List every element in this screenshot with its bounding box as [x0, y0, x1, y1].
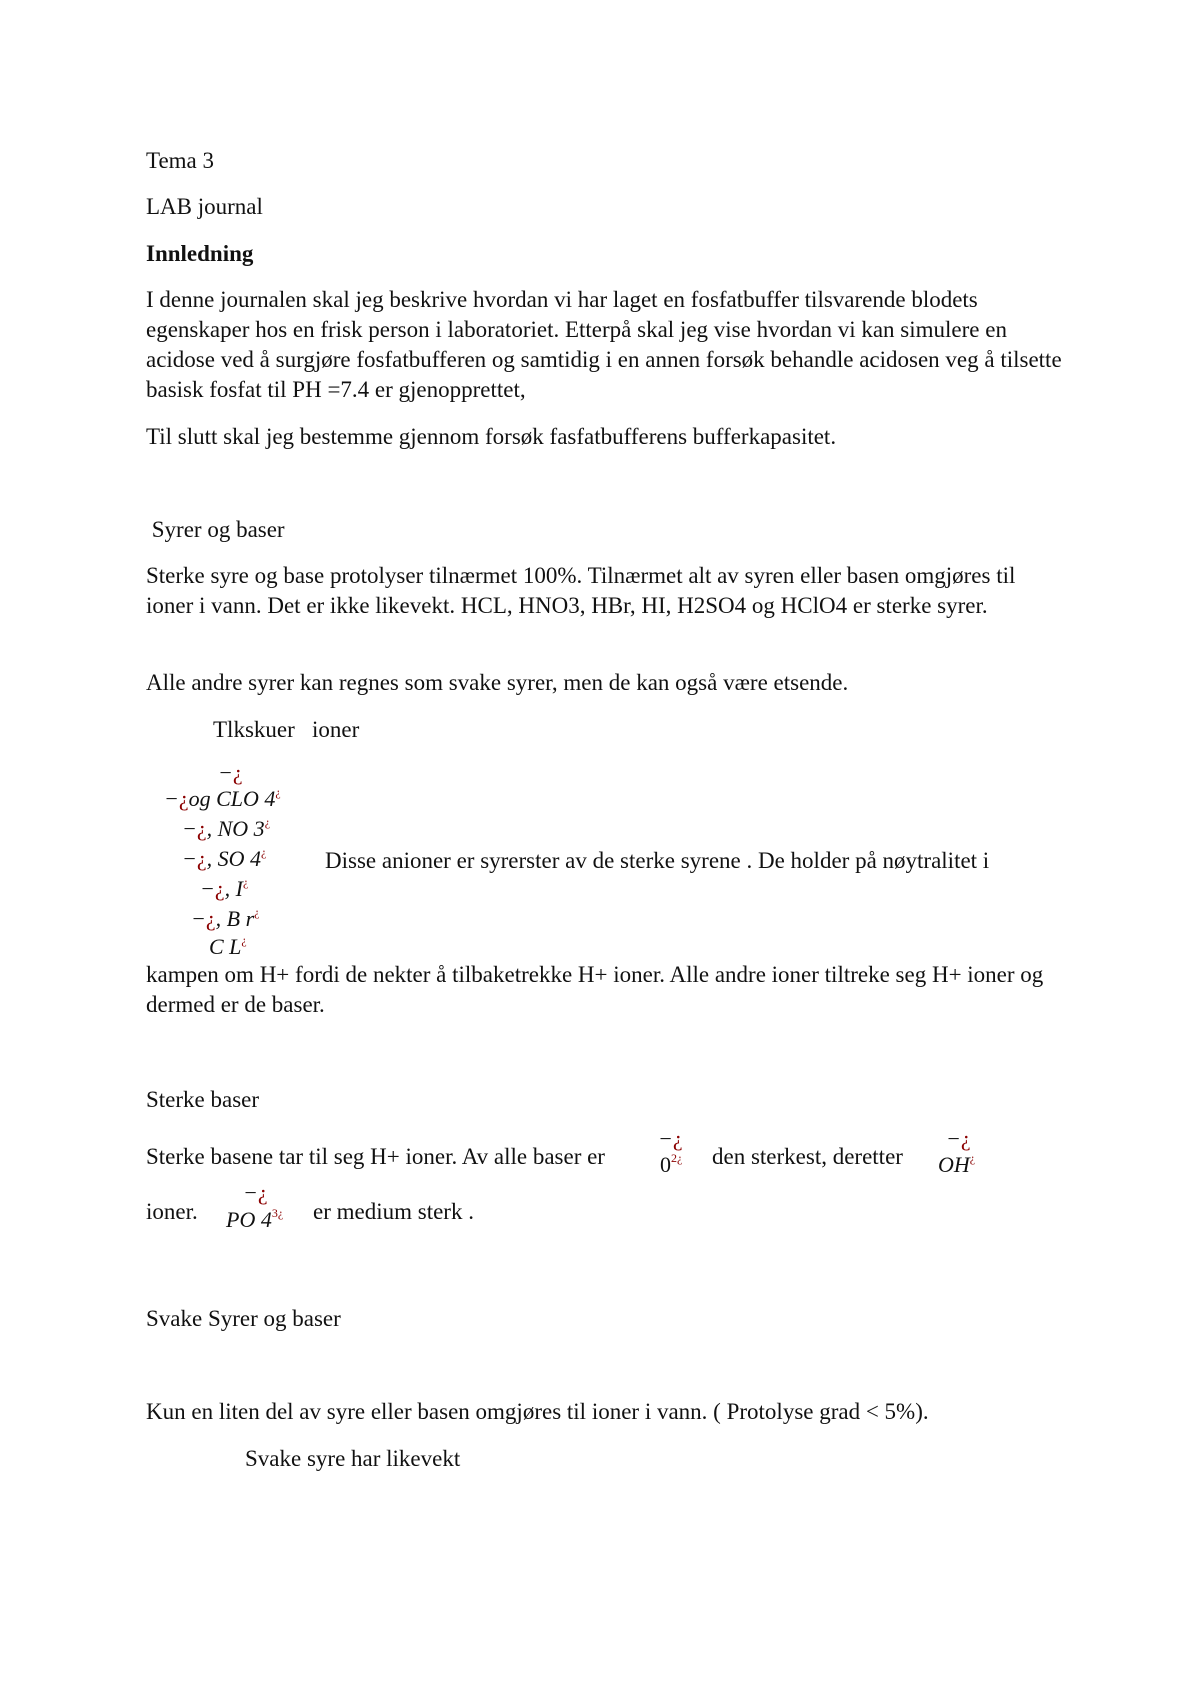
ion-line-5 — [200, 876, 248, 905]
minus-sign: − — [218, 760, 233, 785]
placeholder-mark: ¿ — [960, 1126, 971, 1151]
minus-sign: − — [946, 1126, 961, 1151]
minus-sign: − — [164, 786, 179, 811]
ion-description: Disse anioner er syrerster av de sterke syrene . De holder på nøytralitet i — [325, 848, 990, 873]
minus-sign: − — [200, 876, 215, 901]
ion-line-4 — [182, 846, 266, 875]
ion-formula: C L — [209, 934, 242, 959]
charge-mark: ¿ — [261, 845, 267, 859]
minus-sign: − — [243, 1180, 258, 1205]
charge-mark: ¿ — [254, 905, 260, 919]
charge-mark: ¿ — [969, 1151, 976, 1165]
ion-line-7 — [209, 934, 247, 963]
placeholder-mark: ¿ — [257, 1180, 268, 1205]
ion-list-header: Tlkskuer ioner — [213, 717, 360, 742]
ion-line-6 — [191, 906, 259, 935]
ion-formula: , B r — [215, 906, 255, 931]
placeholder-mark: ¿ — [205, 906, 216, 931]
placeholder-mark: ¿ — [196, 846, 207, 871]
document-subtitle: LAB journal — [146, 194, 263, 219]
placeholder-mark: ¿ — [196, 816, 207, 841]
ion-phosphate-dash — [243, 1180, 268, 1206]
minus-sign: − — [182, 846, 197, 871]
placeholder-mark: ¿ — [232, 760, 243, 785]
charge-mark: ¿ — [264, 815, 271, 829]
ion-oxide — [660, 1152, 682, 1181]
ion-line-1 — [218, 760, 243, 786]
ion-hydroxide — [938, 1152, 975, 1181]
ion-formula: , I — [224, 876, 243, 901]
ion-line-2 — [164, 786, 281, 815]
strong-bases-text-3: ioner. — [146, 1199, 198, 1224]
document-title: Tema 3 — [146, 148, 215, 173]
charge-mark: ¿ — [242, 875, 249, 889]
strong-bases-text-1: Sterke basene tar til seg H+ ioner. Av alle baser er — [146, 1144, 605, 1169]
ion-formula: , NO 3 — [206, 816, 265, 841]
intro-paragraph: I denne journalen skal jeg beskrive hvordan vi har laget en fosfatbuffer tilsvarende blodets egenskaper hos en frisk person i laboratoriet. Etterpå skal jeg vise hvordan vi kan simulere en acidose ved å surgjøre fosfatbufferen og samtidig i en annen forsøk behandle acidosen veg å tilsette basisk fosfat til PH =7.4 er gjenopprettet, — [146, 287, 1062, 402]
weak-acids-paragraph-2: Kun en liten del av syre eller basen omgjøres til ioner i vann. ( Protolyse grad < 5%). — [146, 1399, 929, 1424]
ion-line-3 — [182, 816, 270, 845]
strong-bases-text-4: er medium sterk . — [313, 1199, 474, 1224]
section-title-syrer-og-baser: Syrer og baser — [146, 517, 285, 542]
charge-mark: 3¿ — [271, 1206, 284, 1220]
ion-formula: 0 — [660, 1152, 671, 1177]
placeholder-mark: ¿ — [214, 876, 225, 901]
section-title-svake-syrer: Svake Syrer og baser — [146, 1306, 341, 1331]
placeholder-mark: ¿ — [672, 1126, 683, 1151]
ion-oxide-dash — [658, 1126, 683, 1152]
section-title-innledning: Innledning — [146, 241, 254, 266]
ion-formula: og CLO 4 — [188, 786, 276, 811]
weak-acids-paragraph: Alle andre syrer kan regnes som svake syrer, men de kan også være etsende. — [146, 670, 849, 695]
ion-formula: , SO 4 — [206, 846, 262, 871]
ion-formula: PO 4 — [226, 1207, 272, 1232]
ion-phosphate — [226, 1207, 283, 1236]
intro-paragraph-2: Til slutt skal jeg bestemme gjennom forsøk fasfatbufferens bufferkapasitet. — [146, 424, 837, 449]
ion-formula: OH — [938, 1152, 970, 1177]
placeholder-mark: ¿ — [178, 786, 189, 811]
charge-mark: ¿ — [275, 785, 281, 799]
charge-mark: 2¿ — [671, 1151, 683, 1165]
ion-paragraph-continued: kampen om H+ fordi de nekter å tilbaketrekke H+ ioner. Alle andre ioner tiltreke seg H+ ioner og dermed er de baser. — [146, 962, 1044, 1017]
minus-sign: − — [658, 1126, 673, 1151]
strong-acids-paragraph: Sterke syre og base protolyser tilnærmet 100%. Tilnærmet alt av syren eller basen omgjøres til ioner i vann. Det er ikke likevekt. HCL, HNO3, HBr, HI, H2SO4 og HClO4 er sterke syrer. — [146, 563, 1016, 618]
weak-acid-equilibrium-text: Svake syre har likevekt — [245, 1446, 461, 1471]
section-title-sterke-baser: Sterke baser — [146, 1087, 260, 1112]
strong-bases-text-2: den sterkest, deretter — [712, 1144, 903, 1169]
minus-sign: − — [182, 816, 197, 841]
charge-mark: ¿ — [241, 933, 247, 947]
minus-sign: − — [191, 906, 206, 931]
ion-hydroxide-dash — [946, 1126, 971, 1152]
